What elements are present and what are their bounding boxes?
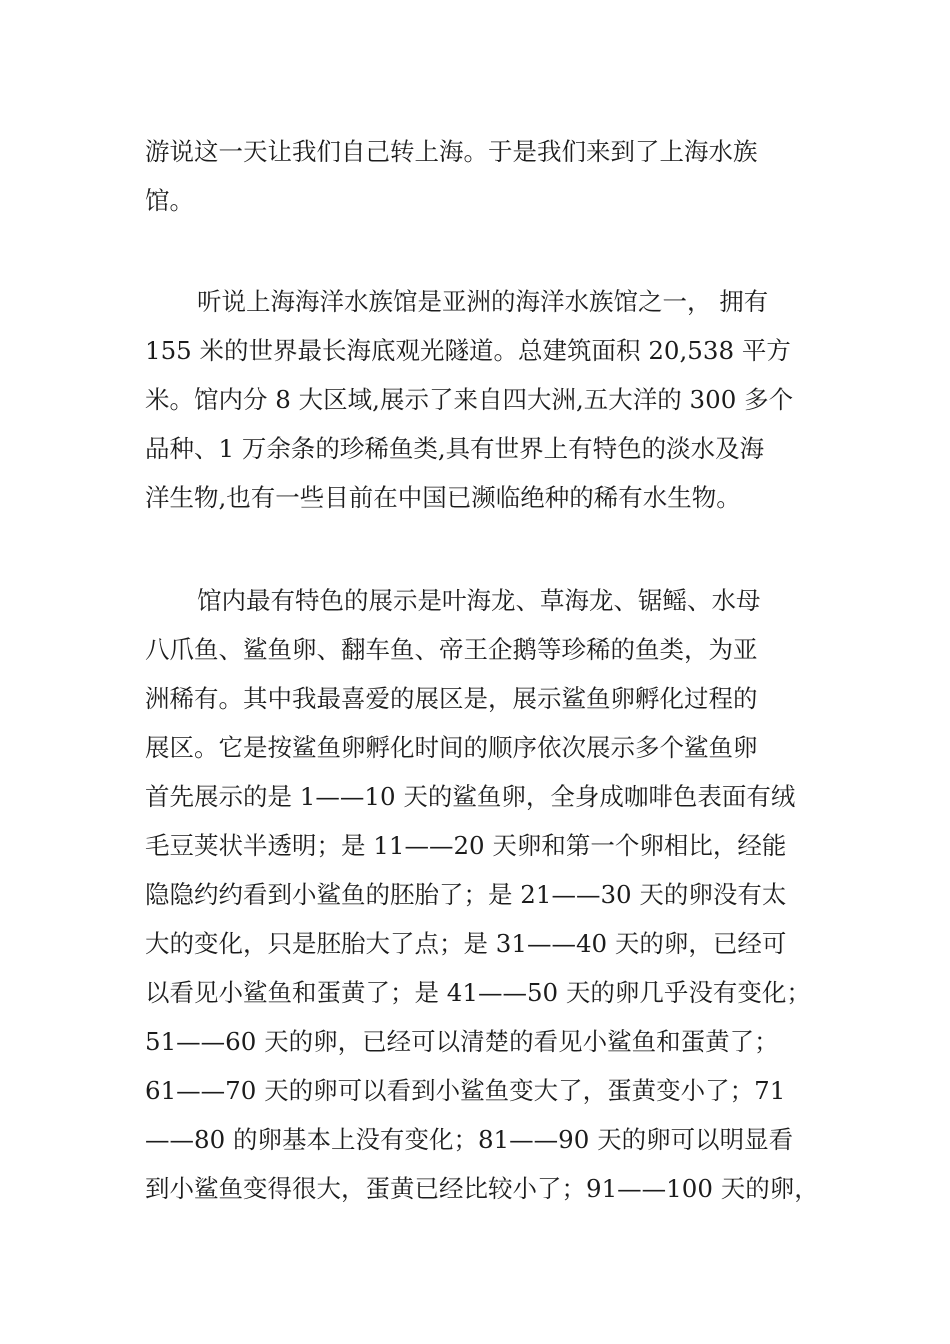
text-line: 首先展示的是 1——10 天的鲨鱼卵，全身成咖啡色表面有绒 [145, 782, 796, 811]
paragraph-intro [145, 127, 815, 225]
text-line: 61——70 天的卵可以看到小鲨鱼变大了，蛋黄变小了；71 [145, 1076, 786, 1105]
text-line: 馆内最有特色的展示是叶海龙、草海龙、锯鳐、水母 [197, 586, 761, 615]
paragraph-aquarium-overview [145, 277, 815, 522]
text-line: 游说这一天让我们自己转上海。于是我们来到了上海水族 [145, 137, 758, 166]
text-line: 到小鲨鱼变得很大，蛋黄已经比较小了；91——100 天的卵， [145, 1174, 819, 1203]
text-line: 米。馆内分 8 大区域,展示了来自四大洲,五大洋的 300 多个 [145, 385, 794, 414]
text-line: 八爪鱼、鲨鱼卵、翻车鱼、帝王企鹅等珍稀的鱼类，为亚 [145, 635, 758, 664]
text-line: ——80 的卵基本上没有变化；81——90 天的卵可以明显看 [145, 1125, 794, 1154]
text-line: 以看见小鲨鱼和蛋黄了；是 41——50 天的卵几乎没有变化； [145, 978, 811, 1007]
text-line: 馆。 [145, 186, 194, 215]
text-line: 洋生物,也有一些目前在中国已濒临绝种的稀有水生物。 [145, 483, 741, 512]
text-line: 洲稀有。其中我最喜爱的展区是，展示鲨鱼卵孵化过程的 [145, 684, 758, 713]
paragraph-shark-eggs [145, 576, 819, 1213]
text-line: 51——60 天的卵，已经可以清楚的看见小鲨鱼和蛋黄了； [145, 1027, 779, 1056]
text-line: 隐隐约约看到小鲨鱼的胚胎了；是 21——30 天的卵没有太 [145, 880, 787, 909]
text-line: 听说上海海洋水族馆是亚洲的海洋水族馆之一， 拥有 [197, 287, 769, 316]
text-line: 展区。它是按鲨鱼卵孵化时间的顺序依次展示多个鲨鱼卵 [145, 733, 758, 762]
text-line: 毛豆荚状半透明；是 11——20 天卵和第一个卵相比，经能 [145, 831, 787, 860]
text-line: 155 米的世界最长海底观光隧道。总建筑面积 20,538 平方 [145, 336, 791, 365]
text-line: 品种、1 万余条的珍稀鱼类,具有世界上有特色的淡水及海 [145, 434, 765, 463]
text-line: 大的变化，只是胚胎大了点；是 31——40 天的卵，已经可 [145, 929, 787, 958]
